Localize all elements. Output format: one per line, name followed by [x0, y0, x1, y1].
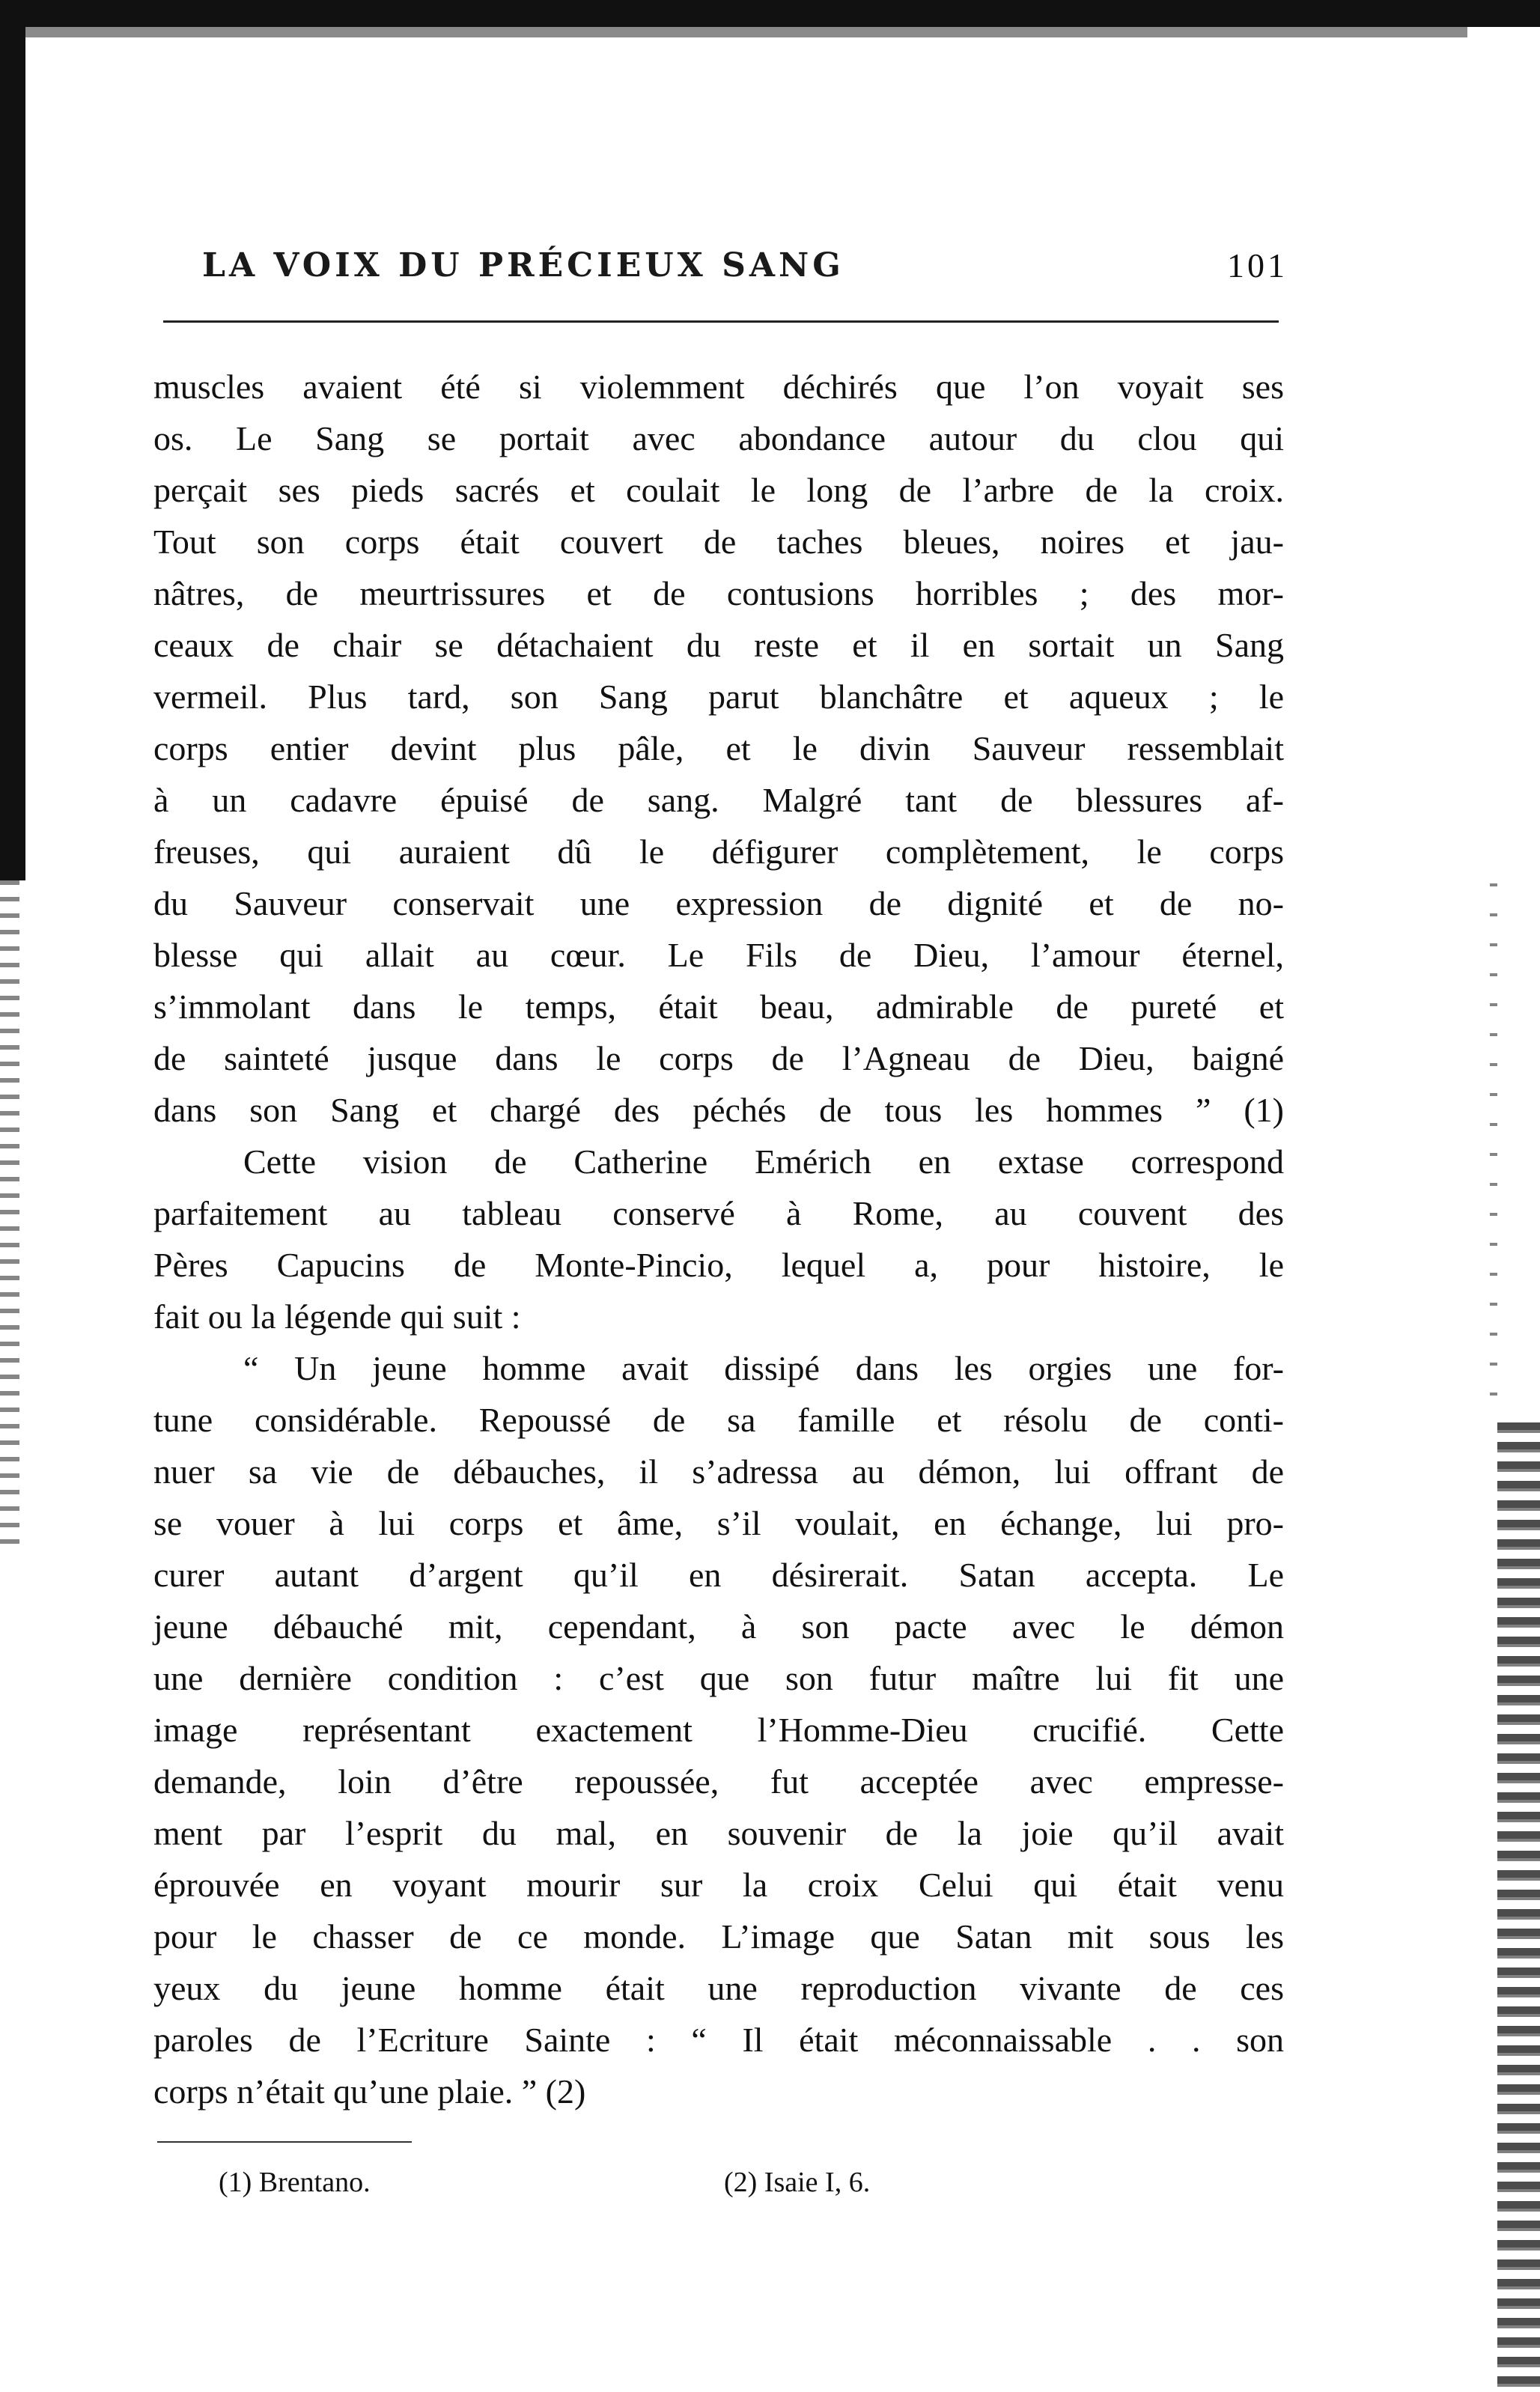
running-title: LA VOIX DU PRÉCIEUX SANG — [202, 246, 844, 284]
footnote-rule — [157, 2141, 412, 2143]
text-line: muscles avaient été si violemment déchirés que l’on voyait ses — [153, 368, 1284, 406]
text-line: Pères Capucins de Monte-Pincio, lequel a, pour histoire, le — [153, 1246, 1284, 1284]
text-line: de sainteté jusque dans le corps de l’Agneau de Dieu, baigné — [153, 1039, 1284, 1077]
text-line: une dernière condition : c’est que son futur maître lui fit une — [153, 1659, 1284, 1697]
header-rule — [163, 320, 1279, 323]
body-text — [153, 361, 1284, 2117]
scan-edge-marks-left — [0, 880, 19, 1554]
text-line: yeux du jeune homme était une reproduction vivante de ces — [153, 1969, 1284, 2007]
text-line: demande, loin d’être repoussée, fut acceptée avec empresse- — [153, 1762, 1284, 1801]
text-line: freuses, qui auraient dû le défigurer complètement, le corps — [153, 833, 1284, 871]
text-line: paroles de l’Ecriture Sainte : “ Il était méconnaissable . . son — [153, 2021, 1284, 2059]
text-line: nâtres, de meurtrissures et de contusions horribles ; des mor- — [153, 574, 1284, 612]
text-line: ment par l’esprit du mal, en souvenir de la joie qu’il avait — [153, 1814, 1284, 1852]
scan-shadow-top — [0, 27, 1467, 37]
text-line: Tout son corps était couvert de taches bleues, noires et jau- — [153, 523, 1284, 561]
page-number: 101 — [1227, 246, 1288, 284]
text-line: curer autant d’argent qu’il en désirerait. Satan accepta. Le — [153, 1556, 1284, 1594]
scan-border-left — [0, 27, 25, 880]
footnotes — [219, 2156, 1117, 2209]
text-line: corps n’était qu’une plaie. ” (2) — [153, 2072, 586, 2111]
text-line: jeune débauché mit, cependant, à son pacte avec le démon — [153, 1607, 1284, 1646]
text-line: “ Un jeune homme avait dissipé dans les orgies une for- — [243, 1349, 1284, 1387]
text-line: os. Le Sang se portait avec abondance autour du clou qui — [153, 419, 1284, 457]
text-line: tune considérable. Repoussé de sa famille et résolu de conti- — [153, 1401, 1284, 1439]
text-line: fait ou la légende qui suit : — [153, 1297, 521, 1336]
scan-border-top — [0, 0, 1540, 27]
text-line: à un cadavre épuisé de sang. Malgré tant de blessures af- — [153, 781, 1284, 819]
text-line: vermeil. Plus tard, son Sang parut blanchâtre et aqueux ; le — [153, 678, 1284, 716]
text-line: perçait ses pieds sacrés et coulait le long de l’arbre de la croix. — [153, 471, 1284, 509]
text-line: éprouvée en voyant mourir sur la croix Celui qui était venu — [153, 1866, 1284, 1904]
scan-edge-marks-right — [1497, 1422, 1540, 2392]
text-line: ceaux de chair se détachaient du reste et il en sortait un Sang — [153, 626, 1284, 664]
text-line: parfaitement au tableau conservé à Rome, au couvent des — [153, 1194, 1284, 1232]
text-line: pour le chasser de ce monde. L’image que Satan mit sous les — [153, 1917, 1284, 1956]
text-line: nuer sa vie de débauches, il s’adressa au démon, lui offrant de — [153, 1452, 1284, 1491]
text-line: image représentant exactement l’Homme-Dieu crucifié. Cette — [153, 1711, 1284, 1749]
text-line: s’immolant dans le temps, était beau, admirable de pureté et — [153, 987, 1284, 1026]
text-line: Cette vision de Catherine Emérich en extase correspond — [243, 1142, 1284, 1181]
page-header — [202, 236, 1288, 296]
scan-dots-right — [1490, 883, 1497, 1407]
text-line: blesse qui allait au cœur. Le Fils de Dieu, l’amour éternel, — [153, 936, 1284, 974]
footnote-1: (1) Brentano. — [219, 2167, 371, 2198]
text-line: du Sauveur conservait une expression de dignité et de no- — [153, 884, 1284, 922]
text-line: se vouer à lui corps et âme, s’il voulait, en échange, lui pro- — [153, 1504, 1284, 1542]
footnote-2: (2) Isaie I, 6. — [724, 2167, 871, 2198]
text-line: dans son Sang et chargé des péchés de tous les hommes ” (1) — [153, 1091, 1284, 1129]
text-line: corps entier devint plus pâle, et le divin Sauveur ressemblait — [153, 729, 1284, 767]
